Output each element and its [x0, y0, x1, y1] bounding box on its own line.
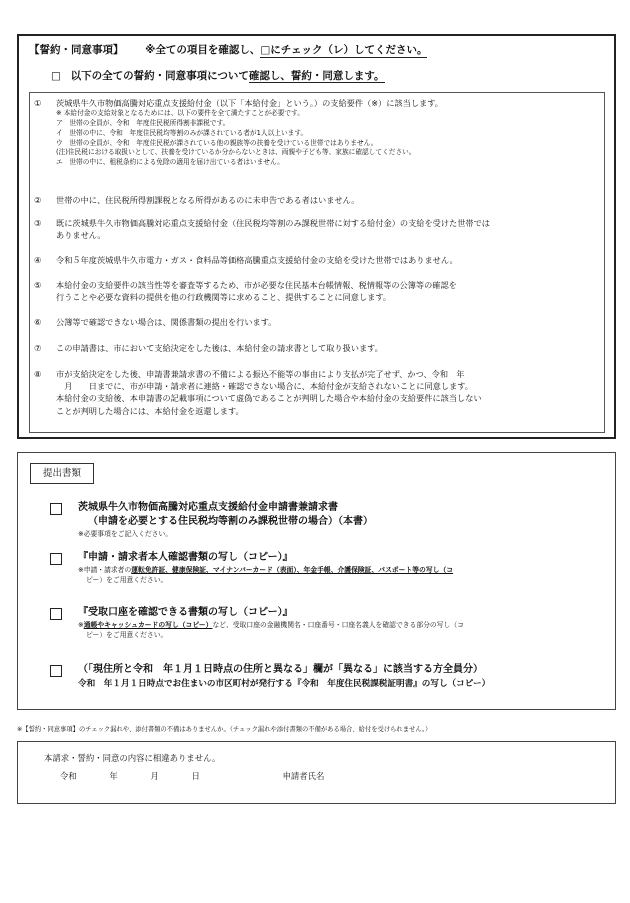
note-emphasis: 通帳やキャッシュカードの写し（コピー） [83, 621, 213, 629]
applicant-name-label: 申請者氏名 [282, 771, 325, 781]
document-title: （「現住所と令和 年１月１日時点の住所と異なる」欄が「異なる」に該当する方全員分） [78, 664, 483, 675]
pledge-item-5 [34, 279, 457, 303]
note-emphasis: 運転免許証、健康保険証、マイナンバーカード（表面）、年金手帳、介護保険証、パスポート等の写し（コ [131, 566, 454, 574]
requirement-note: ※ 本給付金の支給対象となるためには、以下の要件を全て満たすことが必要です。 [56, 109, 304, 118]
item-number: ⑧ [34, 369, 42, 379]
document-item-2 [50, 551, 453, 585]
item-text: 本給付金の支給後、本申請書の記載事項について虚偽であることが判明した場合や本給付金の支給要件に該当しない [56, 393, 482, 404]
document-checkbox-4[interactable] [50, 665, 62, 677]
item-number: ⑥ [34, 317, 42, 327]
pledge-item-6 [34, 316, 276, 328]
pledge-agree-row[interactable] [51, 68, 385, 83]
document-item-3 [50, 606, 464, 640]
item-number: ⑤ [34, 280, 42, 290]
pledge-item-3 [34, 217, 490, 241]
document-checkbox-2[interactable] [50, 553, 62, 565]
requirement-remark: (注)住民税における取扱いとして、扶養を受けているか分からないときは、両親や子ども等、家族に確認してください。 [56, 148, 416, 157]
document-note [78, 565, 453, 575]
item-number: ⑦ [34, 343, 42, 353]
document-note-cont: ピー）をご用意ください。 [86, 576, 168, 584]
item-number: ② [34, 195, 42, 205]
signature-section [17, 741, 616, 804]
pledge-heading: 【誓約・同意事項】 [29, 44, 124, 56]
requirement-d: エ 世帯の中に、租税条約による免除の適用を届け出ている者はいません。 [56, 158, 284, 167]
item-text: 市が支給決定をした後、申請書兼請求書の不備による振込不能等の事由により支払が完了せず、かつ、令和 年 [56, 369, 465, 379]
item-text: 世帯の中に、住民税所得割課税となる所得があるのに未申告である者はいません。 [56, 195, 360, 205]
signature-date-row [60, 770, 354, 782]
document-title: 茨城県牛久市物価高騰対応重点支援給付金申請書兼請求書 [78, 502, 338, 513]
document-checkbox-1[interactable] [50, 503, 62, 515]
requirement-c: ウ 世帯の全員が、令和 年度住民税が課されている他の親族等の扶養を受けている世帯ではありません。 [56, 138, 378, 147]
document-note-cont: ピー）をご用意ください。 [86, 631, 168, 639]
pledge-item-8 [34, 368, 482, 417]
note-prefix: ※申請・請求者の [78, 566, 132, 574]
document-title: 『受取口座を確認できる書類の写し（コピー）』 [78, 607, 293, 618]
document-title: 『申請・請求者本人確認書類の写し（コピー）』 [78, 552, 293, 563]
agree-text: 以下の全ての誓約・同意事項について [70, 70, 249, 82]
item-text: 公簿等で確認できない場合は、関係書類の提出を行います。 [56, 317, 277, 327]
check-footnote: ※【誓約・同意事項】のチェック漏れや、添付書類の不備はありませんか。（チェック漏れや添付書類の不備がある場合、給付を受けられません。） [17, 726, 432, 733]
agree-text-underlined: 確認し、誓約・同意します。 [248, 70, 385, 82]
signature-confirm-text: 本請求・誓約・同意の内容に相違ありません。 [44, 753, 221, 763]
pledge-instruction-underlined: □にチェック（レ）してください。 [260, 44, 428, 56]
pledge-item-4 [34, 254, 458, 266]
note-suffix: など、受取口座の金融機関名・口座番号・口座名義人を確認できる部分の写し（コ [212, 621, 464, 629]
date-era: 令和 [60, 771, 77, 781]
document-checkbox-3[interactable] [50, 608, 62, 620]
item-number: ④ [34, 255, 42, 265]
requirement-b: イ 世帯の中に、令和 年度住民税均等割のみが課されている者が1人以上います。 [56, 128, 308, 137]
item-number: ③ [34, 218, 42, 228]
item-text: この申請書は、市において支給決定をした後は、本給付金の請求書として取り扱います。 [56, 343, 383, 353]
pledge-item-2 [34, 194, 359, 206]
date-month[interactable]: 月 [150, 771, 159, 781]
date-day[interactable]: 日 [191, 771, 200, 781]
item-text: 行うことや必要な資料の提供を他の行政機関等に求めること、提供することに同意します。 [56, 292, 392, 303]
document-subtitle: （申請を必要とする住民税均等割のみ課税世帯の場合）（本書） [88, 516, 373, 527]
item-text: ありません。 [56, 230, 106, 241]
document-item-4 [50, 663, 490, 691]
document-note [78, 620, 464, 630]
item-text: 茨城県牛久市物価高騰対応重点支援給付金（以下「本給付金」という。）の支給要件（※）に該当します。 [56, 98, 443, 108]
document-note: ※必要事項をご記入ください。 [78, 530, 173, 538]
pledge-items-box [29, 92, 605, 433]
documents-title: 提出書類 [30, 463, 94, 484]
requirement-a: ア 世帯の全員が、令和 年度住民税所得割非課税です。 [56, 119, 230, 127]
item-text: 令和５年度茨城県牛久市電力・ガス・食料品等価格高騰重点支援給付金の支給を受けた世帯ではありません。 [56, 255, 458, 265]
note-prefix: ※ [78, 621, 84, 629]
documents-section [17, 452, 616, 710]
item-number: ① [34, 98, 42, 108]
agree-checkbox[interactable]: □ [51, 70, 61, 82]
item-text: 既に茨城県牛久市物価高騰対応重点支援給付金（住民税均等割のみ課税世帯に対する給付金）の支給を受けた世帯では [56, 218, 490, 228]
item-text: 本給付金の支給要件の該当性等を審査等するため、市が必要な住民基本台帳情報、税情報等の公簿等の確認を [56, 280, 457, 290]
pledge-section [17, 34, 616, 439]
item-text: 月 日までに、市が申請・請求者に連絡・確認できない場合に、本給付金が支給されないことに同意します。 [56, 381, 473, 392]
pledge-item-1 [34, 97, 443, 168]
pledge-instruction: ※全ての項目を確認し、 [145, 44, 261, 56]
document-subtitle: 令和 年１月１日時点でお住まいの市区町村が発行する『令和 年度住民税課税証明書』の写し（コピー） [78, 679, 491, 689]
item-text: ことが判明した場合には、本給付金を返還します。 [56, 405, 244, 416]
pledge-header [29, 42, 427, 57]
document-item-1 [50, 501, 373, 539]
pledge-item-7 [34, 342, 383, 354]
date-year[interactable]: 年 [109, 771, 118, 781]
